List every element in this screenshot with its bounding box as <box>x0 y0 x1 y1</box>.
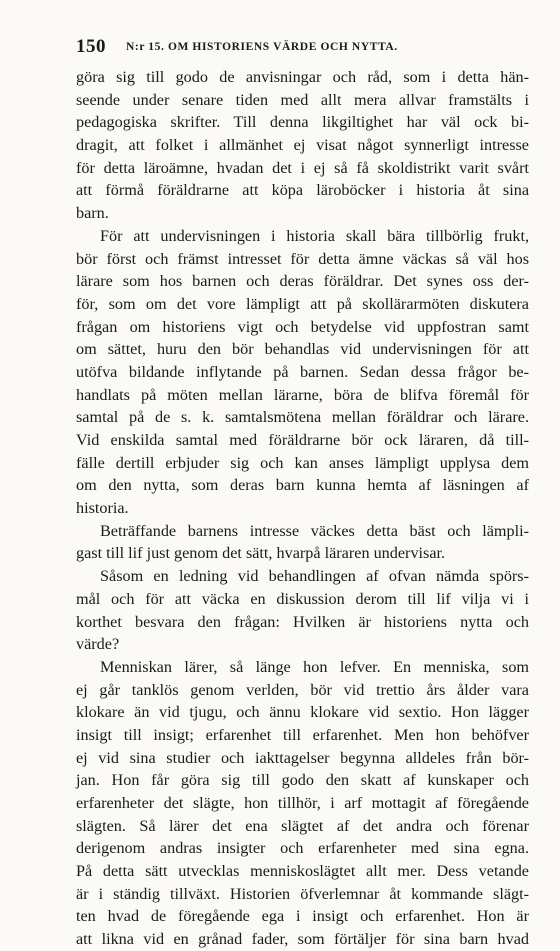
text-line: historia. <box>76 499 129 518</box>
text-line: ej vid sina studier och iakttagelser begynna alldeles från bör- <box>76 748 529 767</box>
running-head <box>76 36 516 58</box>
text-line: mål och för att väcka en diskussion derom till lif vilja vi i <box>76 589 529 608</box>
running-title: N:r 15. OM HISTORIENS VÄRDE OCH NYTTA. <box>126 41 398 53</box>
page-number: 150 <box>76 36 106 57</box>
text-line: klokare än vid tjugu, och ännu klokare vid sextio. Hon lägger <box>76 703 529 722</box>
text-line: samtal på de s. k. samtalsmötena mellan föräldrar och lärare. <box>76 408 529 427</box>
text-line: ej går tanklös genom verlden, bör vid trettio års ålder vara <box>76 680 529 699</box>
text-line: dragit, att folket i allmänhet ej visat något synnerligt intresse <box>76 136 529 155</box>
text-line: att likna vid en grånad fader, som förtäljer för sina barn hvad <box>76 930 529 949</box>
text-line: erfarenheter det slägte, hon tillhör, i arf mottagit af föregående <box>76 794 529 812</box>
text-line: ten hvad de föregående ega i insigt och erfarenhet. Hon är <box>76 907 529 926</box>
text-line: Såsom en ledning vid behandlingen af ofvan nämda spörs- <box>100 567 529 586</box>
text-line: om den nytta, som deras barn kunna hemta af läsningen af <box>76 476 529 495</box>
text-line: värde? <box>76 635 120 654</box>
text-line: slägten. Så lärer det ena slägtet af det andra och förenar <box>76 816 529 835</box>
text-line: utöfva bildande inflytande på barnen. Sedan dessa frågor be- <box>76 362 529 381</box>
text-line: Menniskan lärer, så länge hon lefver. En menniska, som <box>100 657 529 676</box>
text-line: seende under senare tiden med allt mera allvar framstälts i <box>76 90 529 109</box>
text-line: om sättet, huru den bör behandlas vid undervisningen för att <box>76 340 529 359</box>
text-line: På detta sätt utvecklas menniskoslägtet allt mer. Dess vetande <box>76 862 529 881</box>
text-line: handlats på möten mellan lärarne, böra de blifva föremål för <box>76 385 529 404</box>
text-line: jan. Hon får göra sig till godo den skatt af kunskaper och <box>76 771 529 790</box>
text-line: frågan om historiens vigt och betydelse vid uppfostran samt <box>76 317 529 336</box>
text-line: insigt till insigt; erfarenhet till erfarenhet. Men hon behöfver <box>76 725 529 744</box>
text-line: lärare som hos barnen och deras föräldrar. Det synes oss der- <box>76 272 529 291</box>
text-line: korthet besvara den frågan: Hvilken är historiens nytta och <box>76 612 529 631</box>
text-line: Vid enskilda samtal med föräldrarne bör ock läraren, då till- <box>76 431 529 449</box>
text-line: för, som om det vore lämpligt att på skollärarmöten diskutera <box>76 294 529 313</box>
text-line: för detta läroämne, hvadan det i ej så få skoldistrikt varit svårt <box>76 158 529 177</box>
text-line: göra sig till godo de anvisningar och råd, som i detta hän- <box>76 68 529 86</box>
text-line: För att undervisningen i historia skall bära tillbörlig frukt, <box>100 226 529 245</box>
body-text <box>76 66 529 951</box>
text-line: bör först och främst intresset för detta ämne väckas så väl hos <box>76 249 529 268</box>
text-line: Beträffande barnens intresse väckes detta bäst och lämpli- <box>100 521 529 540</box>
text-line: fälle dertill erbjuder sig och kan anses lämpligt upplysa dem <box>76 453 529 472</box>
text-line: pedagogiska skrifter. Till denna likgiltighet har väl ock bi- <box>76 113 529 132</box>
text-line: att förmå föräldrarne att köpa läroböcker i historia åt sina <box>76 181 529 200</box>
text-line: barn. <box>76 204 109 223</box>
text-line: derigenom andras insigter och erfarenheter med sina egna. <box>76 839 529 858</box>
text-line: gast till lif just genom det sätt, hvarpå läraren undervisar. <box>76 544 446 563</box>
text-line: är i ständig tillväxt. Historien öfverlemnar åt kommande slägt- <box>76 884 529 903</box>
